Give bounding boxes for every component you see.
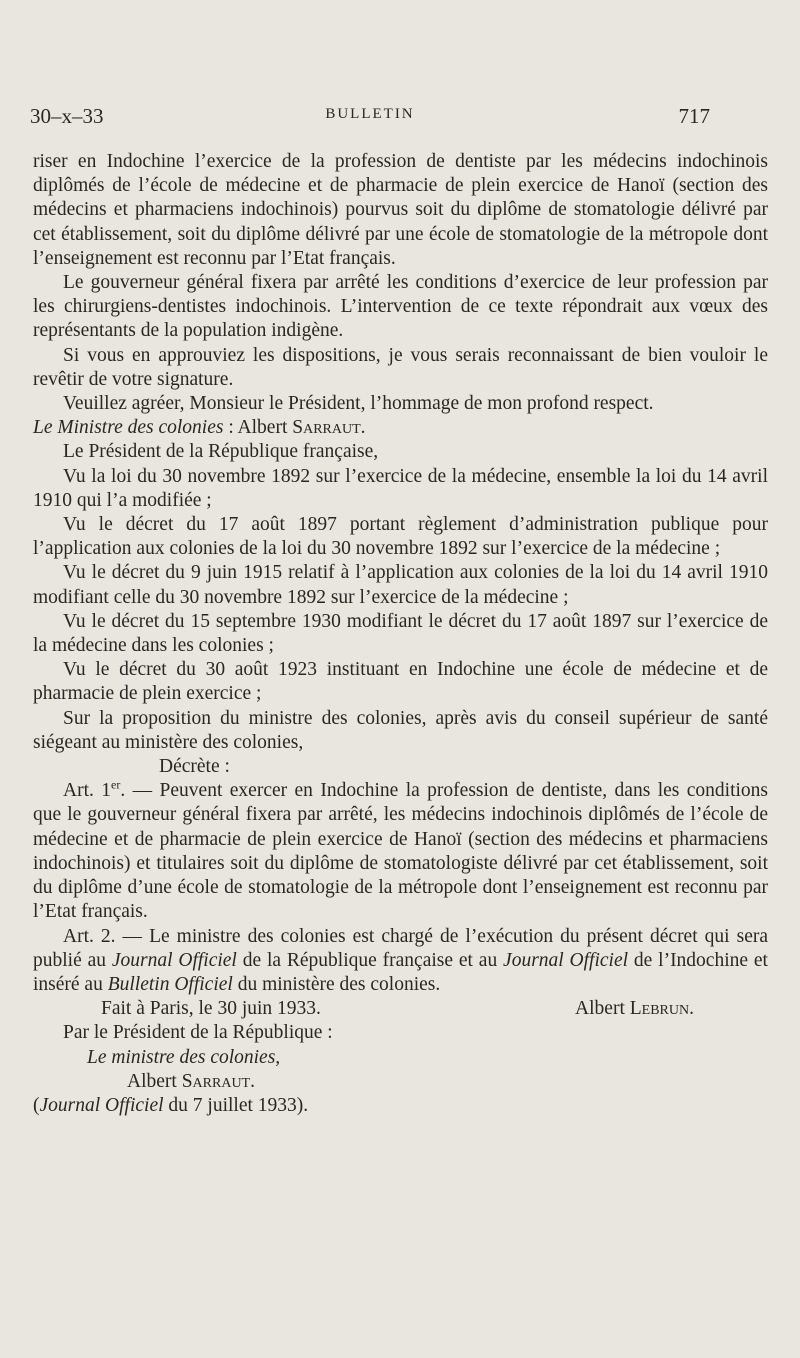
article-2-part-b: de la République française et au <box>236 949 504 971</box>
bulletin-officiel-ref: Bulletin Officiel <box>107 973 233 995</box>
sarraut-first-name: Albert <box>127 1070 182 1092</box>
intro-paragraph-2: Le gouverneur général fixera par arrêté les conditions d’exercice de leur profession par les chirurgiens-dentistes indochinois. L’intervention de ce texte répondrait aux vœux des représentants de la population indigène. <box>33 272 768 342</box>
page-number: 717 <box>678 104 710 128</box>
journal-officiel-ref-1: Journal Officiel <box>111 949 237 971</box>
article-1-superscript: er <box>111 777 121 792</box>
document-body <box>33 150 768 1118</box>
minister-signature <box>33 416 768 440</box>
article-1-text: . — Peuvent exercer en Indochine la profession de dentiste, dans les conditions que le gouverneur général fixera par arrêté, les médecins indochinois diplômés de l’école de médecine et de pharmacie de plein exercice de Hanoï (section des médecins et pharmaciens indochinois) et titulaires soit du diplôme de stomatologiste délivré par cet établissement, soit du diplôme d’une école de stomatologie de la métropole dont l’enseignement est reconnu par l’Etat français. <box>33 780 769 923</box>
signature-separator: : Albert <box>223 417 293 439</box>
president-line: Le Président de la République française, <box>63 441 379 463</box>
closing-row <box>33 997 768 1021</box>
ministre-title: Le ministre des colonies, <box>87 1046 281 1068</box>
fait-a-paris: Fait à Paris, le 30 juin 1933. <box>101 998 321 1020</box>
header-title: BULLETIN <box>325 106 415 122</box>
vu-paragraph-1: Vu la loi du 30 novembre 1892 sur l’exercice de la médecine, ensemble la loi du 14 avril 1910 qui l’a modifiée ; <box>33 465 768 511</box>
article-2 <box>33 925 768 998</box>
vu-paragraph-3: Vu le décret du 9 juin 1915 relatif à l’application aux colonies de la loi du 14 avril 1910 modifiant celle du 30 novembre 1892 sur l’exercice de la médecine ; <box>33 562 768 608</box>
lebrun-last-name: Lebrun. <box>629 998 694 1020</box>
sarraut-last-name: Sarraut. <box>181 1070 255 1092</box>
par-le-president: Par le Président de la République : <box>63 1022 333 1044</box>
lebrun-signature <box>575 997 768 1021</box>
journal-open-paren: ( <box>33 1094 40 1116</box>
journal-title: Journal Officiel <box>39 1094 164 1116</box>
countersignature-block <box>33 1021 768 1094</box>
decrete-heading: Décrète : <box>159 756 230 778</box>
lebrun-first-name: Albert <box>575 998 630 1020</box>
sarraut-signature <box>33 1070 768 1094</box>
journal-date: du 7 juillet 1933). <box>163 1094 309 1116</box>
article-2-part-c: de l’Indochine et inséré au <box>33 949 768 995</box>
vu-paragraph-5: Vu le décret du 30 août 1923 instituant en Indochine une école de médecine et de pharmacie de plein exercice ; <box>33 659 768 705</box>
intro-paragraph-4: Veuillez agréer, Monsieur le Président, l’hommage de mon profond respect. <box>63 393 654 415</box>
article-2-part-a: Art. 2. — Le ministre des colonies est chargé de l’exécution du présent décret qui sera publié au <box>33 925 768 971</box>
proposal-paragraph: Sur la proposition du ministre des colonies, après avis du conseil supérieur de santé siégeant au ministère des colonies, <box>33 707 768 753</box>
header-date: 30–x–33 <box>30 104 104 128</box>
intro-paragraph-3: Si vous en approuviez les dispositions, je vous serais reconnaissant de bien vouloir le revêtir de votre signature. <box>33 344 768 390</box>
signature-name: Sarraut. <box>292 417 366 439</box>
article-1-label: Art. 1 <box>63 780 112 802</box>
article-1 <box>33 779 768 924</box>
vu-paragraph-2: Vu le décret du 17 août 1897 portant règlement d’administration publique pour l’application aux colonies de la loi du 30 novembre 1892 sur l’exercice de la médecine ; <box>33 514 768 560</box>
signature-role: Le Ministre des colonies <box>33 417 224 439</box>
vu-paragraph-4: Vu le décret du 15 septembre 1930 modifiant le décret du 17 août 1897 sur l’exercice de la médecine dans les colonies ; <box>33 610 768 657</box>
intro-paragraph-1: riser en Indochine l’exercice de la profession de dentiste par les médecins indochinois diplômés de l’école de médecine et de pharmacie de plein exercice de Hanoï (section des médecins et pharmaciens indochinois) pourvus soit du diplôme de stomatologie délivré par cet établissement, soit du diplôme délivré par une école de stomatologie de la métropole dont l’enseignement est reconnu par l’Etat français. <box>33 151 768 269</box>
journal-officiel-ref-2: Journal Officiel <box>503 949 629 971</box>
journal-reference <box>33 1094 768 1118</box>
article-2-part-d: du ministère des colonies. <box>232 973 441 995</box>
page-header <box>30 104 710 134</box>
